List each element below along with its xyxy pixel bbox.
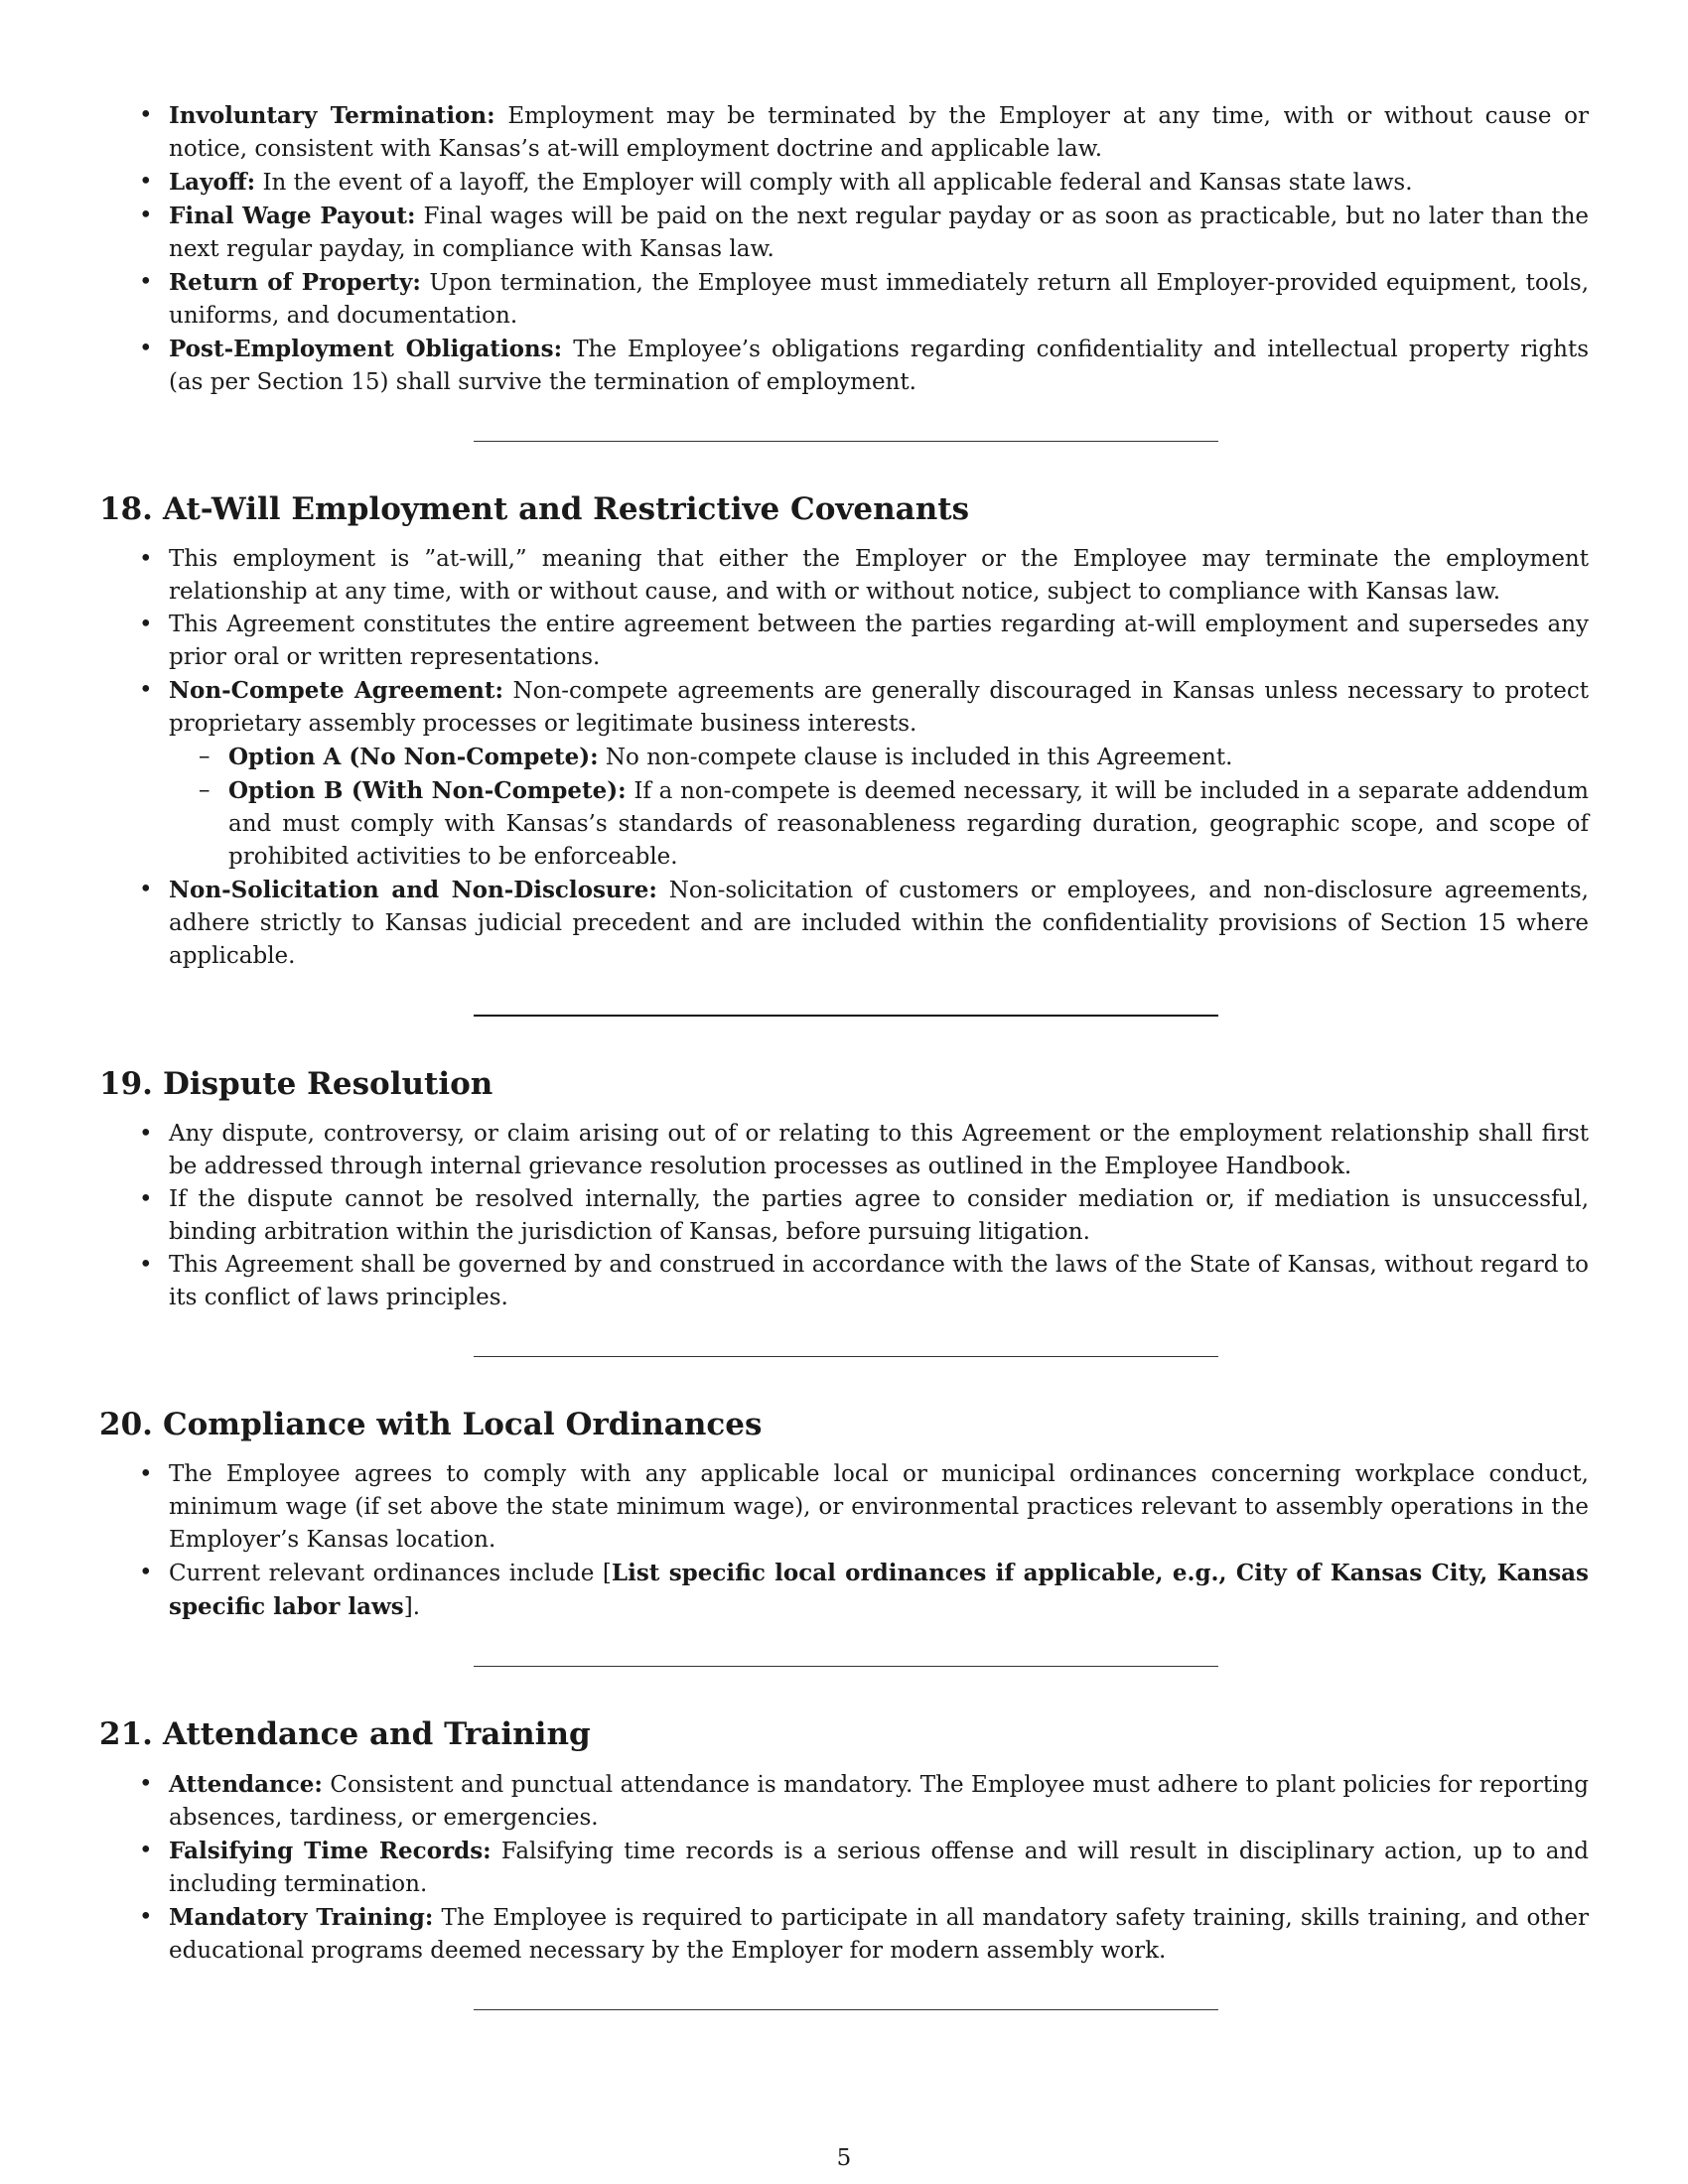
list-item: • Return of Property: Upon termination, the Employee must immediately return all Employer-provided equipment, tools, uniforms, and documentation. (99, 266, 1589, 333)
list-item: • Current relevant ordinances include [List specific local ordinances if applicable, e.g., City of Kansas City, Kansas specific labor laws]. (99, 1557, 1589, 1624)
list-item: • Any dispute, controversy, or claim arising out of or relating to this Agreement or the employment relationship shall first be addressed through internal grievance resolution processes as outlined in the Employee Handbook. (99, 1118, 1589, 1183)
section-heading-21: 21. Attendance and Training (99, 1716, 591, 1752)
section-heading-19: 19. Dispute Resolution (99, 1066, 493, 1102)
section-divider (474, 1015, 1218, 1017)
sub-list-item: – Option B (With Non-Compete): If a non-compete is deemed necessary, it will be included in a separate addendum and must comply with Kansas’s standards of reasonableness regarding duration, geographic scope, and scope of prohibited activities to be enforceable. (169, 774, 1589, 874)
list-item: • Non-Compete Agreement: Non-compete agreements are generally discouraged in Kansas unless necessary to protect proprietary assembly processes or legitimate business interests. – Option A (No Non-Compete): No non-compete clause is included in this Agreement. – Option B (With Non-Compete): If a non-compete is deemed necessary, it will be included in a separate addendum and must comply with Kansas’s standards of reasonableness regarding duration, geographic scope, and scope of prohibited activities to be enforceable. (99, 674, 1589, 874)
list-item: • Mandatory Training: The Employee is required to participate in all mandatory safety training, skills training, and other educational programs deemed necessary by the Employer for modern assembly work. (99, 1901, 1589, 1968)
section-heading-18: 18. At-Will Employment and Restrictive Covenants (99, 491, 970, 527)
list-item: • The Employee agrees to comply with any applicable local or municipal ordinances concerning workplace conduct, minimum wage (if set above the state minimum wage), or environmental practices relevant to assembly operations in the Employer’s Kansas location. (99, 1458, 1589, 1557)
document-page (99, 99, 1589, 2010)
non-compete-options (169, 741, 1589, 874)
section-divider (474, 2009, 1218, 2010)
section-divider (474, 1666, 1218, 1667)
list-item: • Falsifying Time Records: Falsifying time records is a serious offense and will result in disciplinary action, up to and including termination. (99, 1835, 1589, 1901)
list-item: • Post-Employment Obligations: The Employee’s obligations regarding confidentiality and intellectual property rights (as per Section 15) shall survive the termination of employment. (99, 333, 1589, 399)
termination-list (99, 99, 1589, 399)
sub-list-item: – Option A (No Non-Compete): No non-compete clause is included in this Agreement. (169, 741, 1589, 774)
section-divider (474, 1356, 1218, 1357)
section-21-list (99, 1768, 1589, 1968)
section-18-list (99, 543, 1589, 973)
list-item: • This Agreement constitutes the entire agreement between the parties regarding at-will employment and supersedes any prior oral or written representations. (99, 609, 1589, 674)
section-19-list (99, 1118, 1589, 1314)
list-item: • If the dispute cannot be resolved internally, the parties agree to consider mediation or, if mediation is unsuccessful, binding arbitration within the jurisdiction of Kansas, before pursuing litigation. (99, 1183, 1589, 1249)
section-20-list (99, 1458, 1589, 1624)
section-divider (474, 441, 1218, 442)
list-item: • This employment is ”at-will,” meaning that either the Employer or the Employee may terminate the employment relationship at any time, with or without cause, and with or without notice, subject to compliance with Kansas law. (99, 543, 1589, 609)
list-item: • Layoff: In the event of a layoff, the Employer will comply with all applicable federal and Kansas state laws. (99, 166, 1589, 200)
section-heading-20: 20. Compliance with Local Ordinances (99, 1407, 763, 1442)
list-item: • Involuntary Termination: Employment may be terminated by the Employer at any time, with or without cause or notice, consistent with Kansas’s at-will employment doctrine and applicable law. (99, 99, 1589, 166)
list-item: • Non-Solicitation and Non-Disclosure: Non-solicitation of customers or employees, and non-disclosure agreements, adhere strictly to Kansas judicial precedent and are included within the confidentiality provisions of Section 15 where applicable. (99, 874, 1589, 973)
list-item: • Final Wage Payout: Final wages will be paid on the next regular payday or as soon as practicable, but no later than the next regular payday, in compliance with Kansas law. (99, 200, 1589, 266)
page-number: 5 (836, 2145, 852, 2171)
list-item: • This Agreement shall be governed by and construed in accordance with the laws of the State of Kansas, without regard to its conflict of laws principles. (99, 1249, 1589, 1314)
list-item: • Attendance: Consistent and punctual attendance is mandatory. The Employee must adhere to plant policies for reporting absences, tardiness, or emergencies. (99, 1768, 1589, 1835)
